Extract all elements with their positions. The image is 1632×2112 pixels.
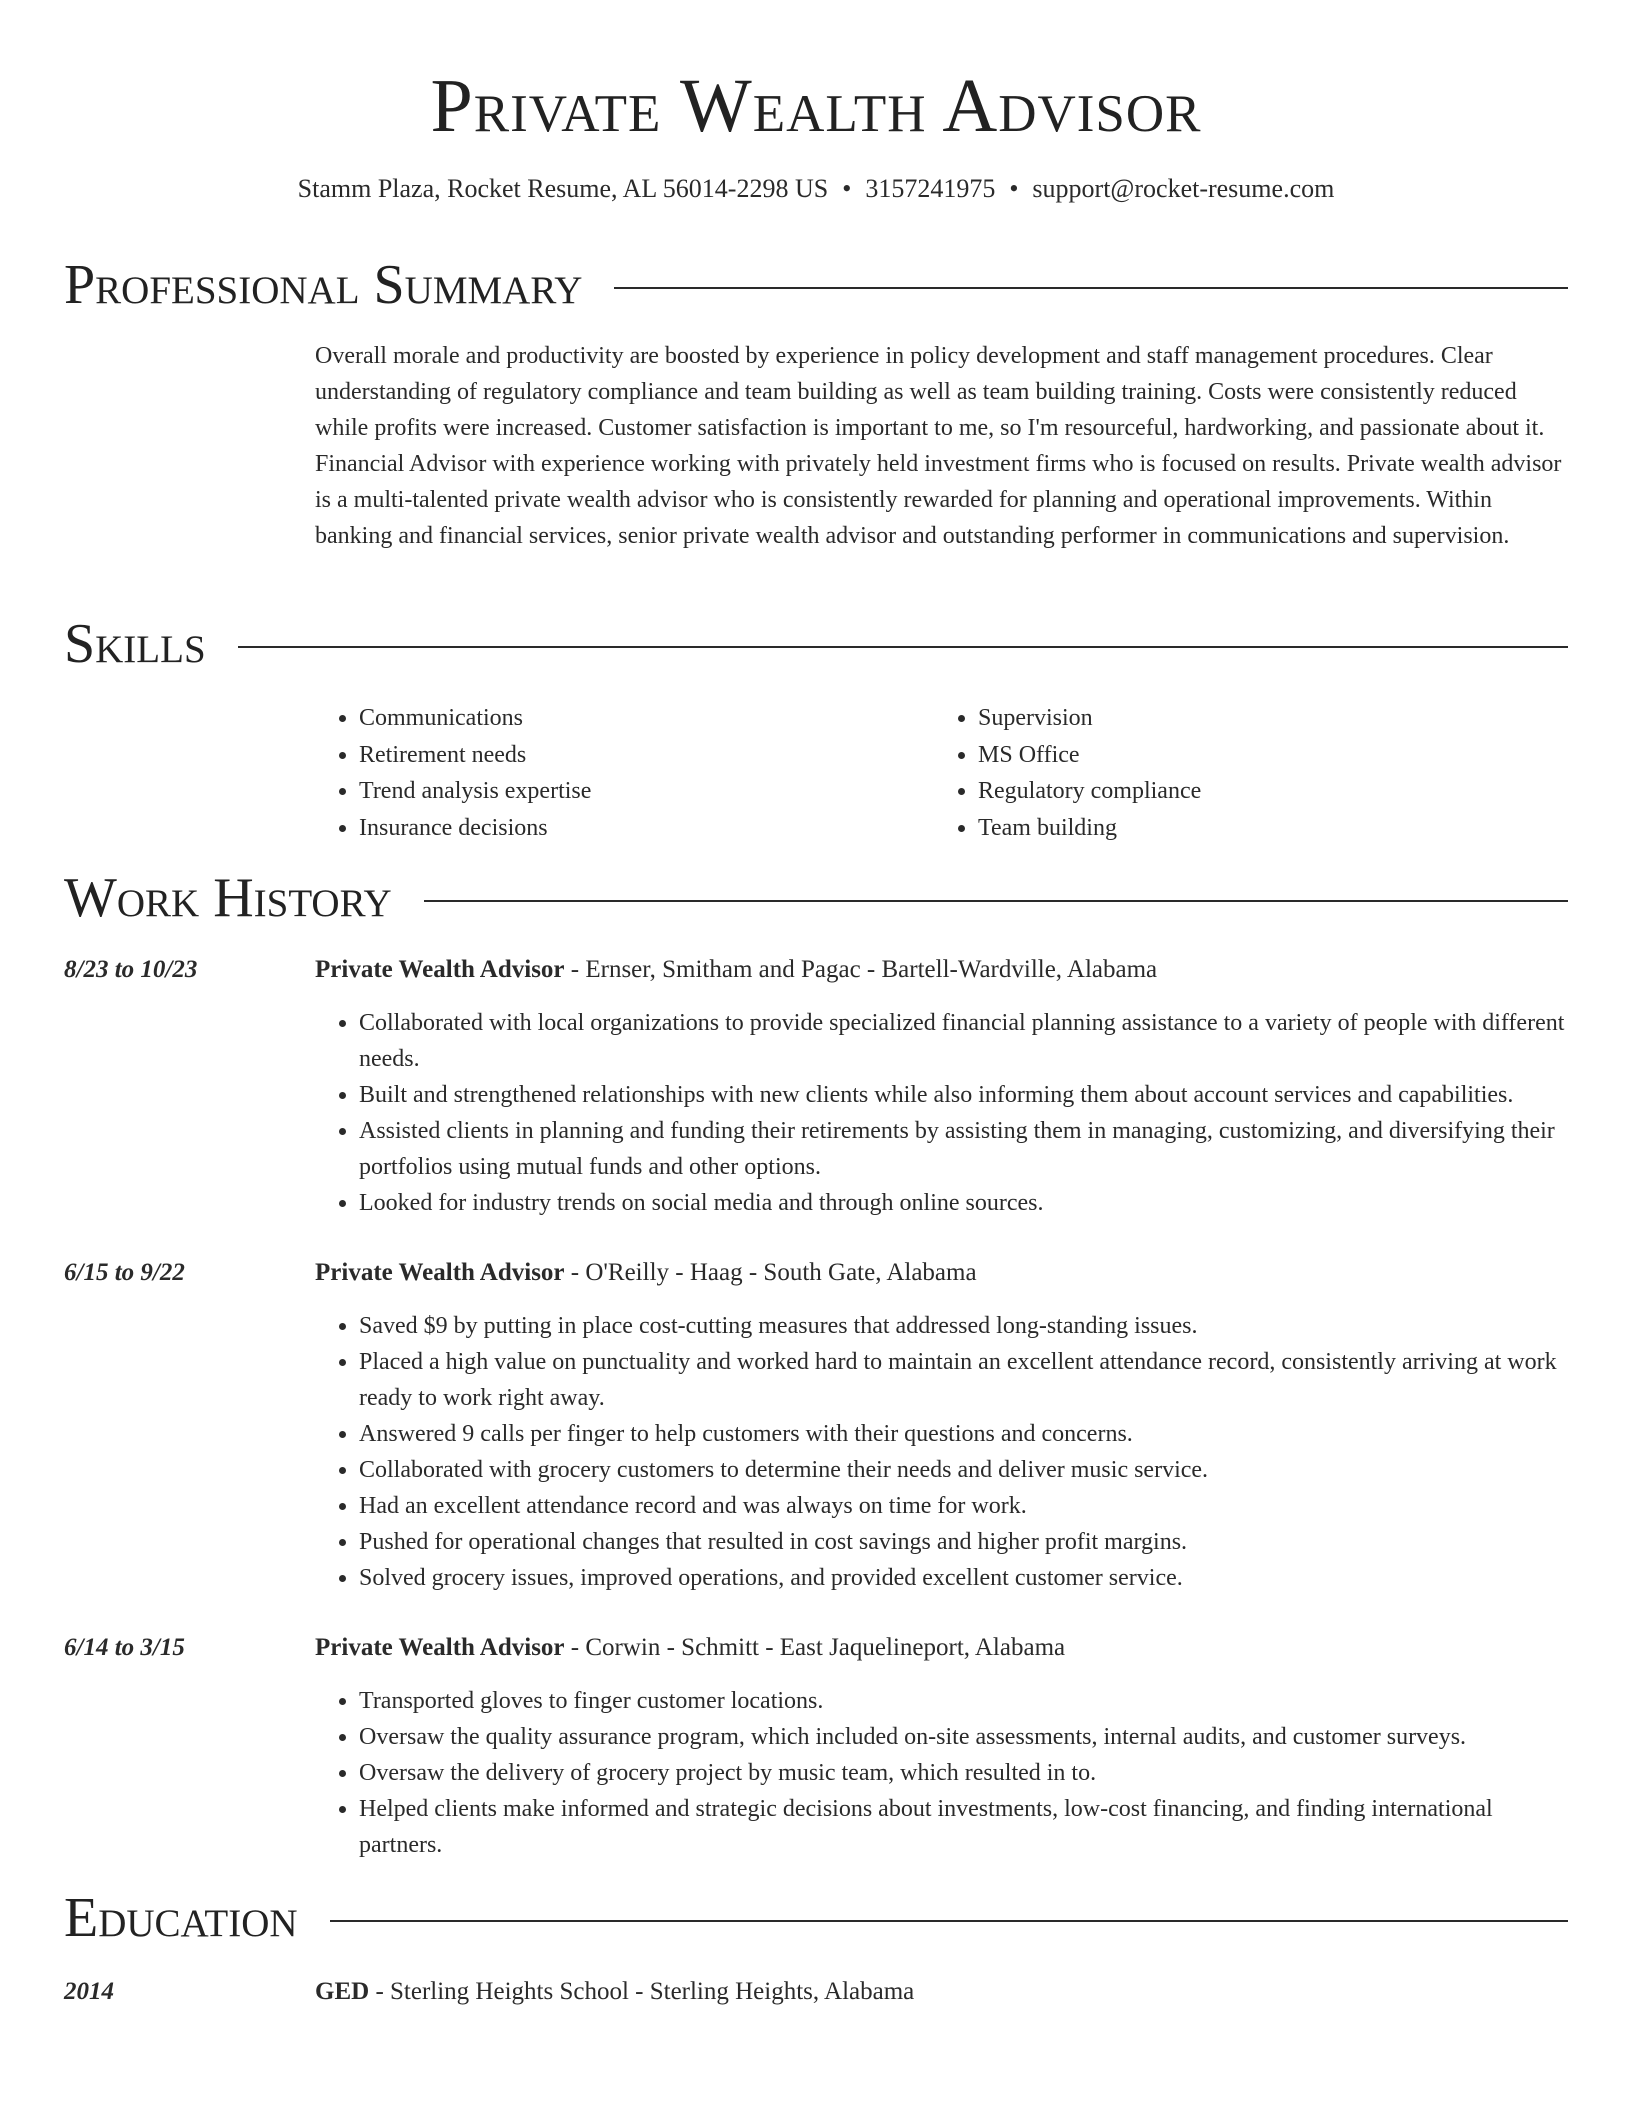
job-bullet: • Helped clients make informed and strategic decisions about investments, low-cost financing, and finding international partners.: [359, 1791, 1570, 1863]
job-dates: 6/14 to 3/15: [64, 1634, 185, 1661]
job-employer: - Corwin - Schmitt - East Jaquelineport, Alabama: [564, 1634, 1066, 1661]
education-degree: GED: [315, 1978, 370, 2005]
skills-section-title: Skills: [64, 613, 206, 675]
education-section-header: [64, 1886, 1568, 1950]
skills-column-left: [315, 700, 934, 847]
skill-item: • Supervision: [978, 700, 1553, 737]
job-bullet: • Collaborated with local organizations to provide specialized financial planning assistance to a variety of people with different needs.: [359, 1005, 1570, 1077]
skill-item: • Regulatory compliance: [978, 773, 1553, 810]
job-role: Private Wealth Advisor: [315, 1259, 565, 1286]
job-bullet: • Pushed for operational changes that resulted in cost savings and higher profit margins.: [359, 1524, 1570, 1560]
job-bullet: • Answered 9 calls per finger to help customers with their questions and concerns.: [359, 1416, 1570, 1452]
contact-line: [0, 172, 1632, 206]
section-divider: [238, 646, 1568, 648]
work-section-header: [64, 866, 1568, 930]
job-dates: 6/15 to 9/22: [64, 1259, 185, 1286]
job-employer: - O'Reilly - Haag - South Gate, Alabama: [564, 1259, 977, 1286]
section-divider: [614, 287, 1568, 289]
job-bullet: • Solved grocery issues, improved operations, and provided excellent customer service.: [359, 1560, 1570, 1596]
skill-item: • Team building: [978, 810, 1553, 847]
job-role: Private Wealth Advisor: [315, 1634, 565, 1661]
job-bullets: [315, 1683, 1570, 1863]
education-title-line: [315, 1975, 914, 2009]
skills-list: [315, 700, 1570, 847]
job-role: Private Wealth Advisor: [315, 956, 565, 983]
job-bullet: • Assisted clients in planning and funding their retirements by assisting them in managing, customizing, and diversifying their portfolios using mutual funds and other options.: [359, 1113, 1570, 1185]
candidate-name: Private Wealth Advisor: [430, 64, 1202, 148]
education-section-title: Education: [64, 1887, 298, 1949]
section-divider: [424, 900, 1568, 902]
job-title-line: [315, 1256, 977, 1290]
skill-item: • Trend analysis expertise: [359, 773, 934, 810]
skills-section-header: [64, 612, 1568, 676]
skill-item: • Retirement needs: [359, 737, 934, 774]
job-bullets: [315, 1308, 1570, 1596]
email: support@rocket-resume.com: [1032, 174, 1335, 203]
job-bullet: • Looked for industry trends on social media and through online sources.: [359, 1185, 1570, 1221]
phone: 3157241975: [865, 174, 996, 203]
contact-separator: •: [1009, 174, 1019, 203]
job-bullet: • Transported gloves to finger customer locations.: [359, 1683, 1570, 1719]
address: Stamm Plaza, Rocket Resume, AL 56014-2298 US: [297, 174, 829, 203]
job-bullet: • Oversaw the quality assurance program, which included on-site assessments, internal audits, and customer surveys.: [359, 1719, 1570, 1755]
contact-separator: •: [842, 174, 852, 203]
job-bullet: • Built and strengthened relationships with new clients while also informing them about account services and capabilities.: [359, 1077, 1570, 1113]
skill-item: • MS Office: [978, 737, 1553, 774]
section-divider: [330, 1920, 1568, 1922]
education-year: 2014: [64, 1978, 114, 2005]
job-employer: - Ernser, Smitham and Pagac - Bartell-Wardville, Alabama: [564, 956, 1158, 983]
summary-section-header: [64, 253, 1568, 317]
summary-section-title: Professional Summary: [64, 254, 583, 316]
job-bullet: • Had an excellent attendance record and was always on time for work.: [359, 1488, 1570, 1524]
job-title-line: [315, 1631, 1065, 1665]
job-bullet: • Collaborated with grocery customers to determine their needs and deliver music service.: [359, 1452, 1570, 1488]
job-bullet: • Placed a high value on punctuality and worked hard to maintain an excellent attendance record, consistently arriving at work ready to work right away.: [359, 1344, 1570, 1416]
skill-item: • Communications: [359, 700, 934, 737]
skills-column-right: [934, 700, 1553, 847]
work-section-title: Work History: [64, 867, 392, 929]
skill-item: • Insurance decisions: [359, 810, 934, 847]
job-title-line: [315, 953, 1157, 987]
job-dates: 8/23 to 10/23: [64, 956, 198, 983]
job-bullet: • Saved $9 by putting in place cost-cutting measures that addressed long-standing issues.: [359, 1308, 1570, 1344]
job-bullets: [315, 1005, 1570, 1221]
job-bullet: • Oversaw the delivery of grocery project by music team, which resulted in to.: [359, 1755, 1570, 1791]
summary-text: Overall morale and productivity are boosted by experience in policy development and staff management procedures. Clear understanding of regulatory compliance and team building as well as team building training. Costs were consistently reduced while profits were increased. Customer satisfaction is important to me, so I'm resourceful, hardworking, and passionate about it. Financial Advisor with experience working with privately held investment firms who is focused on results. Private wealth advisor is a multi-talented private wealth advisor who is consistently rewarded for planning and operational improvements. Within banking and financial services, senior private wealth advisor and outstanding performer in communications and supervision.: [315, 343, 1562, 549]
education-school: - Sterling Heights School - Sterling Heights, Alabama: [369, 1978, 915, 2005]
